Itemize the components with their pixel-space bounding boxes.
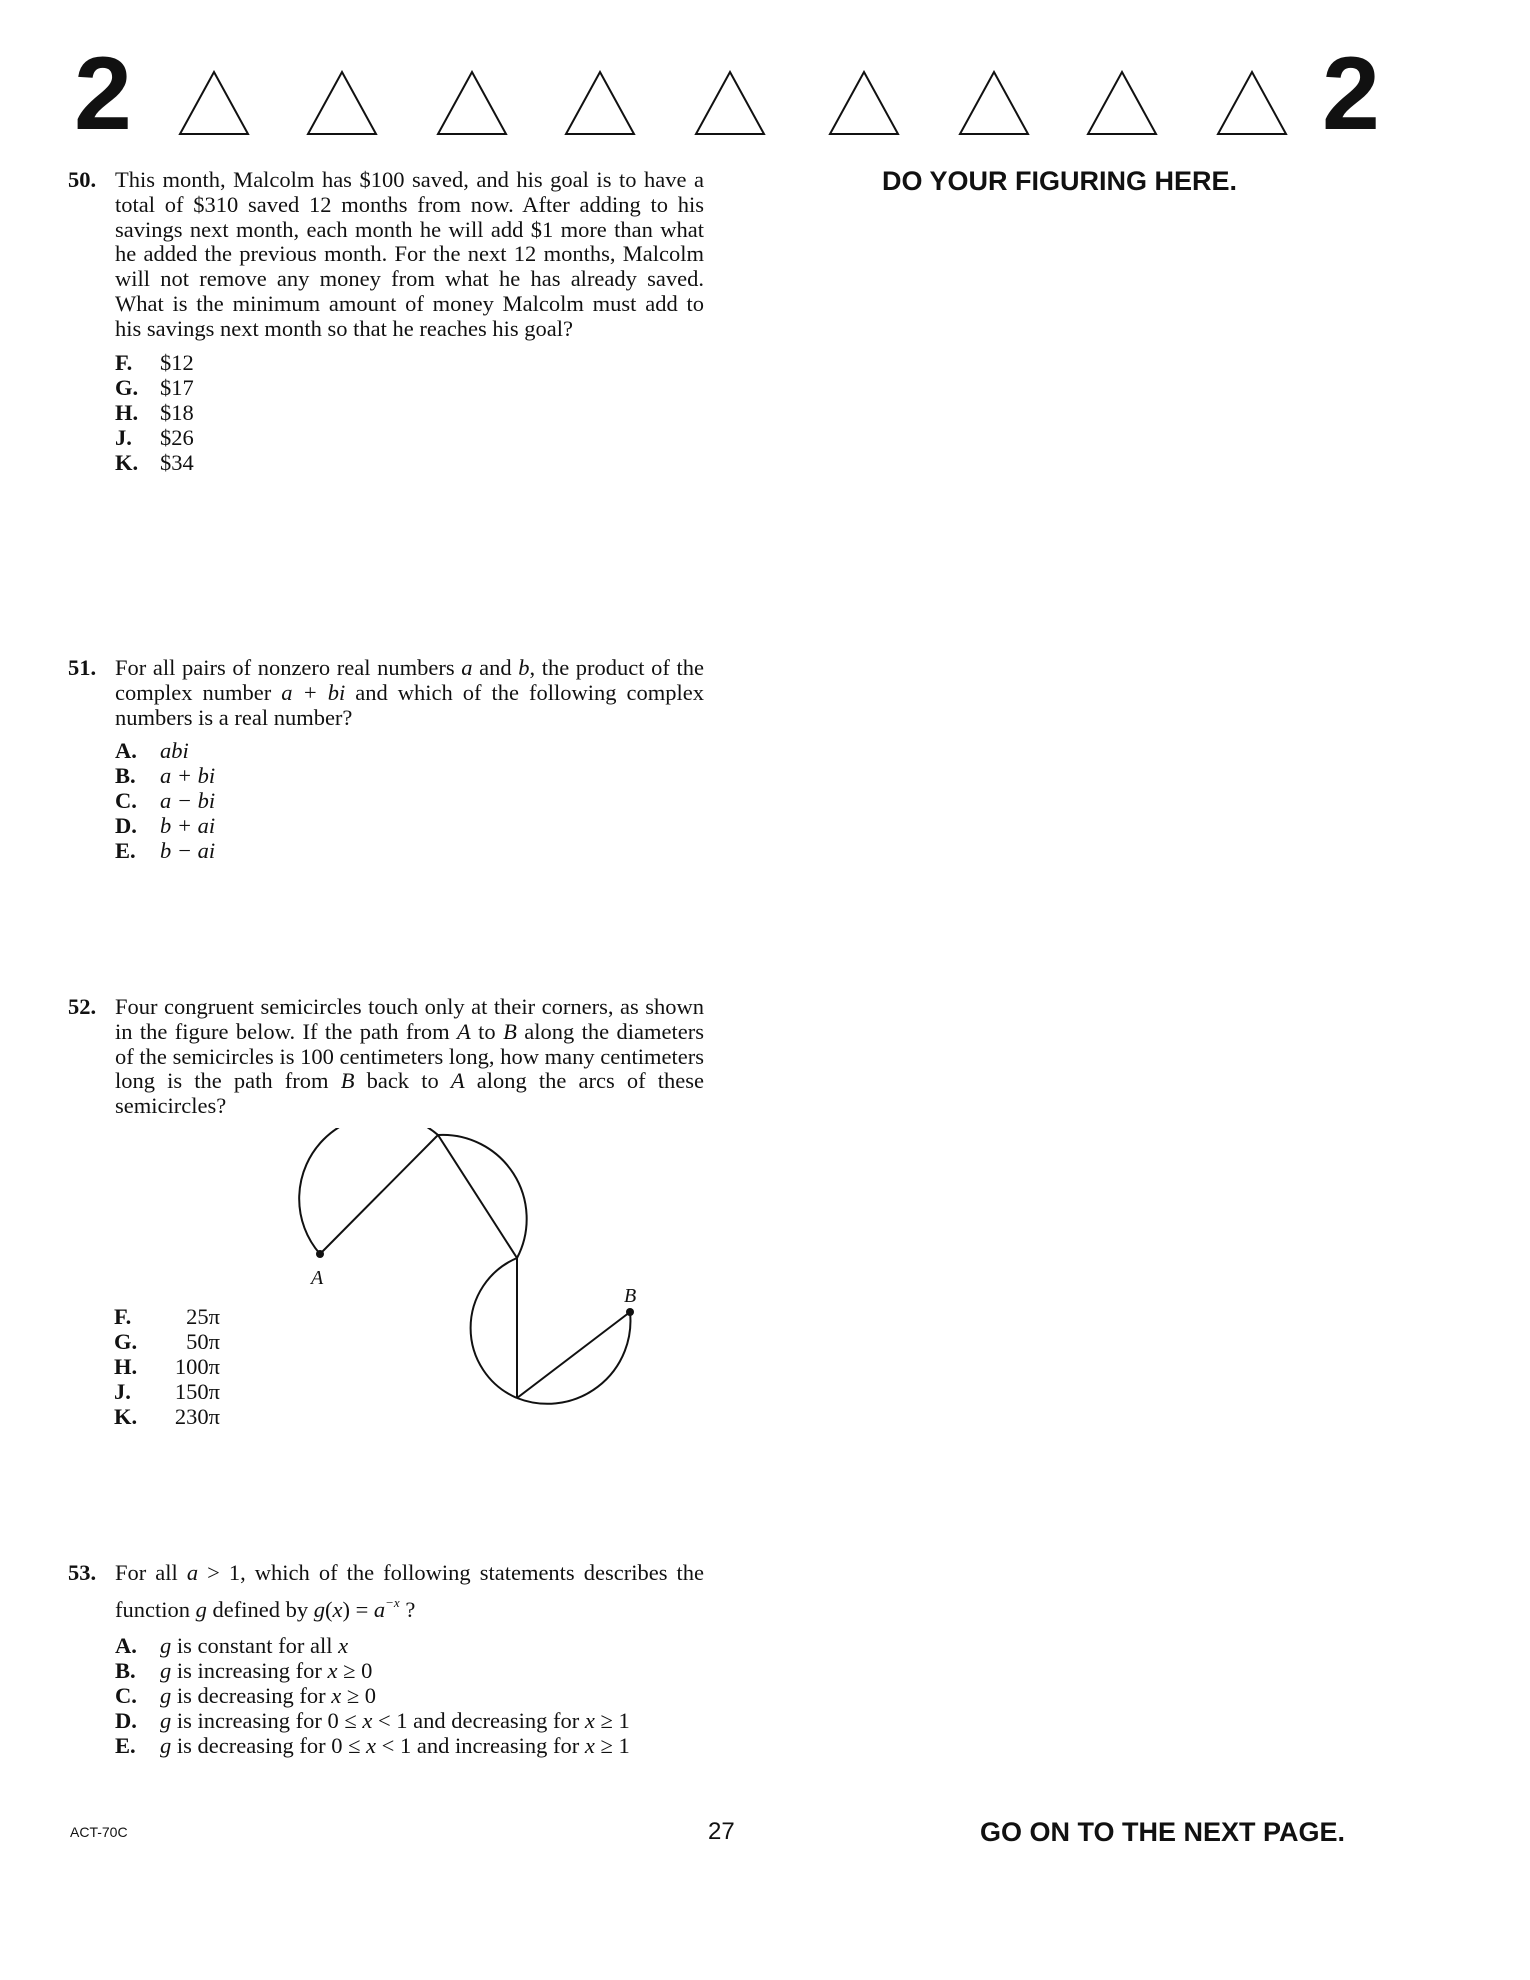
triangle-icon [1216, 70, 1288, 136]
answer-choice-k[interactable]: K. $34 [115, 449, 194, 475]
semicircles-figure [280, 1128, 660, 1448]
semicircle-arc-3 [471, 1258, 517, 1398]
answer-choice-a[interactable]: A. g is constant for all x [115, 1633, 349, 1658]
triangle-icon [436, 70, 508, 136]
question-52 [68, 995, 704, 1119]
semicircle-diameter-2 [438, 1135, 517, 1258]
point-a-dot [316, 1250, 324, 1258]
point-b-label: B [624, 1285, 637, 1307]
question-50 [68, 168, 704, 475]
point-a-label: A [311, 1267, 324, 1289]
answer-choice-h[interactable]: H. $18 [115, 399, 194, 425]
answer-choice-g[interactable]: G. 50π [114, 1329, 220, 1354]
semicircle-diameter-1 [320, 1135, 438, 1254]
section-number-right: 2 [1322, 36, 1380, 152]
triangle-icon [694, 70, 766, 136]
triangle-icon [958, 70, 1030, 136]
question-text: Four congruent semicircles touch only at their corners, as shown in the figure below. If the path from A to B along the diameters of the semicircles is 100 centimeters long, how many centimeters long is the path from B back to A along the arcs of these semicircles? [115, 994, 704, 1119]
form-code: ACT-70C [70, 1824, 128, 1840]
triangle-icon [1086, 70, 1158, 136]
question-text: For all a > 1, which of the following statements describes the function g defined by $g(x) = a^{-x}$ ? [115, 1560, 704, 1622]
semicircle-arc-1 [299, 1128, 438, 1254]
question-number: 50. [68, 167, 97, 192]
section-number-left: 2 [74, 36, 132, 152]
answer-choice-a[interactable]: A. abi [115, 738, 189, 764]
answer-choice-c[interactable]: C. g is decreasing for x ≥ 0 [115, 1683, 377, 1708]
answer-choice-b[interactable]: B. g is increasing for x ≥ 0 [115, 1658, 373, 1683]
answer-choice-b[interactable]: B. a + bi [115, 763, 216, 789]
answer-choice-c[interactable]: C. a − bi [115, 788, 216, 814]
question-number: 52. [68, 994, 97, 1019]
question-number: 53. [68, 1560, 97, 1585]
answer-choice-d[interactable]: D. g is increasing for 0 ≤ x < 1 and decreasing for x ≥ 1 [115, 1708, 630, 1733]
answer-choice-e[interactable]: E. g is decreasing for 0 ≤ x < 1 and increasing for x ≥ 1 [115, 1733, 630, 1758]
answer-choice-d[interactable]: D. b + ai [115, 813, 216, 839]
triangle-icon [306, 70, 378, 136]
question-51 [68, 656, 704, 863]
triangle-icon [564, 70, 636, 136]
question-53 [68, 1558, 704, 1758]
answer-choice-f[interactable]: F. 25π [114, 1304, 220, 1329]
answer-choice-j[interactable]: J. $26 [115, 424, 194, 450]
answer-choice-k[interactable]: K. 230π [114, 1404, 220, 1429]
semicircle-arc-2 [438, 1135, 527, 1258]
answer-choice-e[interactable]: E. b − ai [115, 838, 216, 864]
question-text: This month, Malcolm has $100 saved, and his goal is to have a total of $310 saved 12 months from now. After adding to his savings next month, each month he will add $1 more than what he added the previous month. For the next 12 months, Malcolm will not remove any money from what he has already saved. What is the minimum amount of money Malcolm must add to his savings next month so that he reaches his goal? [115, 167, 704, 341]
answer-choices [114, 1304, 220, 1429]
answer-choice-f[interactable]: F. $12 [115, 349, 194, 375]
point-b-dot [626, 1308, 634, 1316]
answer-choices [68, 350, 704, 475]
answer-choice-j[interactable]: J. 150π [114, 1379, 220, 1404]
semicircle-diameter-4 [517, 1312, 630, 1398]
answer-choice-h[interactable]: H. 100π [114, 1354, 220, 1379]
question-text: For all pairs of nonzero real numbers a and b, the product of the complex number a + bi and which of the following complex numbers is a real number? [115, 655, 704, 730]
triangle-icon [828, 70, 900, 136]
answer-choice-g[interactable]: G. $17 [115, 374, 194, 400]
page-number: 27 [708, 1818, 735, 1845]
triangle-icon [178, 70, 250, 136]
answer-choices [68, 738, 704, 863]
answer-choices [68, 1633, 704, 1758]
figuring-label: DO YOUR FIGURING HERE. [882, 166, 1238, 196]
next-page-notice: GO ON TO THE NEXT PAGE. [980, 1817, 1346, 1847]
question-number: 51. [68, 655, 97, 680]
